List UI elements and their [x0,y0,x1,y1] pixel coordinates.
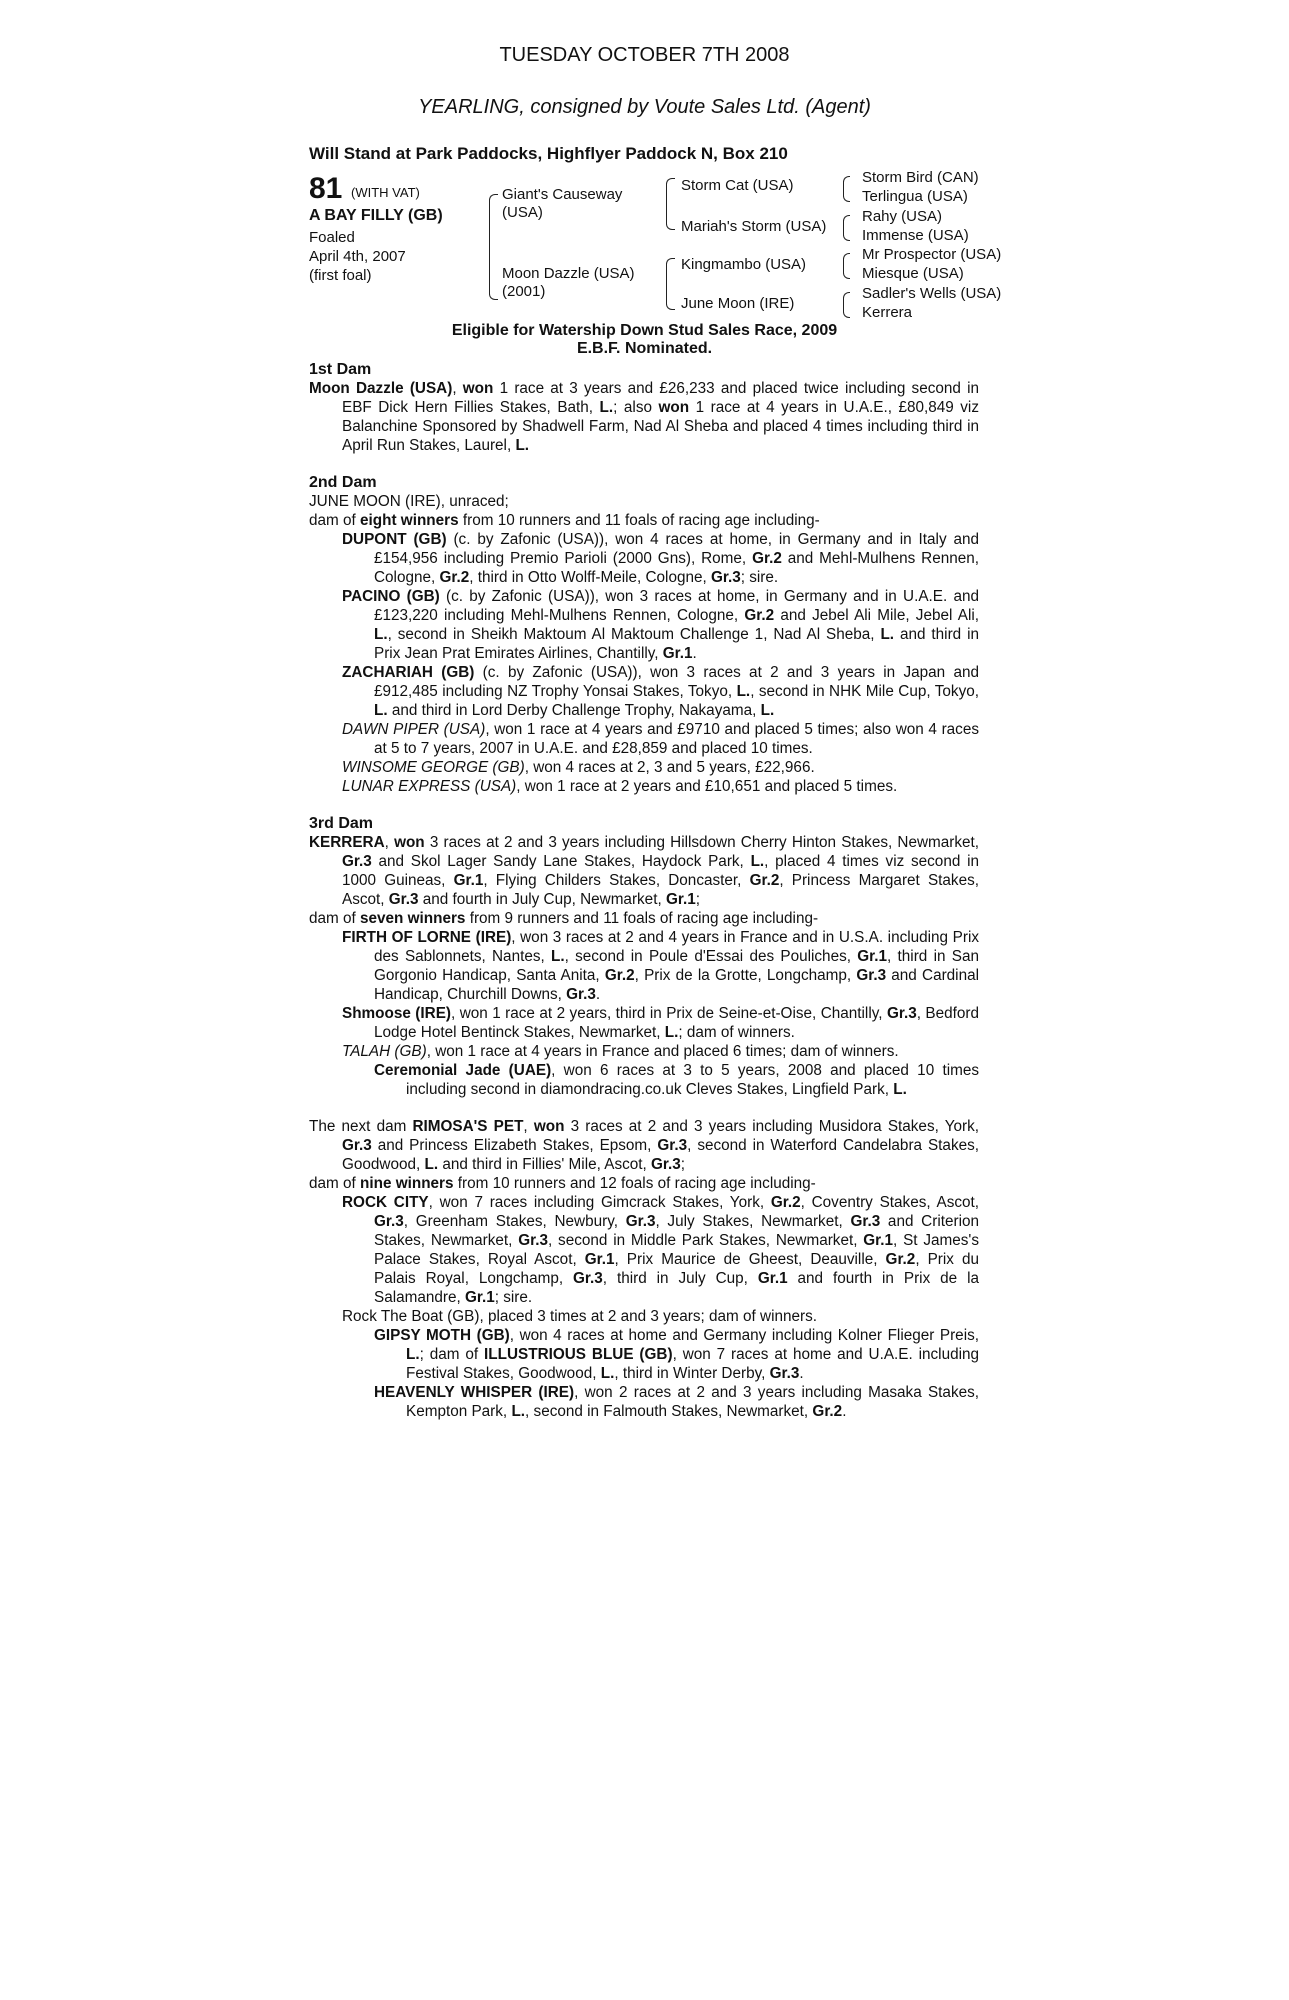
text: , won 6 races at 3 to 5 years, 2008 and placed 10 times including second in diamondracing.co.uk Cleves Stakes, Lingfield Park, [406,1062,979,1098]
pedigree-paragraph [309,777,979,796]
g3-ancestor: Storm Bird (CAN) [862,169,979,186]
bold-text: Moon Dazzle (USA) [309,380,453,397]
text: , [452,380,463,397]
pedigree-dam [502,265,635,301]
bold-text: L. [374,702,388,719]
bold-text: 1st Dam [309,361,372,378]
dam-line-text [309,360,979,1421]
text: , St James's Palace Stakes, Royal Ascot, [374,1232,979,1268]
text: , won 7 races at home and U.A.E. including Festival Stakes, Goodwood, [406,1346,979,1382]
text: and third in Prix Jean Prat Emirates Airlines, Chantilly, [374,626,979,662]
text: and Skol Lager Sandy Lane Stakes, Haydock Park, [371,853,751,870]
pedigree-paragraph [309,1042,979,1061]
bold-text: Gr.3 [374,1213,404,1230]
bold-text: Gr.1 [665,891,696,908]
pedigree-brace-g3-3 [843,253,850,279]
text: The next dam [309,1118,413,1135]
text: . [799,1365,804,1382]
text: , won 7 races including Gimcrack Stakes, York, [428,1194,771,1211]
bold-text: L. [664,1024,679,1041]
text: dam of [309,1175,361,1192]
section-heading [309,473,979,492]
bold-text: L. [511,1403,526,1420]
text: , Prix de la Grotte, Longchamp, [634,967,857,984]
text: and Princess Elizabeth Stakes, Epsom, [371,1137,658,1154]
bold-text: nine winners [360,1175,454,1192]
text: and third in Fillies' Mile, Ascot, [438,1156,652,1173]
bold-text: L. [880,626,895,643]
bold-text: won [394,834,425,851]
pedigree-sire-sire: Storm Cat (USA) [681,177,794,194]
section-spacer [309,455,979,473]
pedigree-paragraph [309,758,979,777]
bold-text: RIMOSA'S PET [412,1118,524,1135]
text: ; [680,1156,686,1173]
text: . [842,1403,847,1420]
text: , [523,1118,534,1135]
pedigree-paragraph [309,833,979,909]
text: 3 races at 2 and 3 years including Hillsdown Cherry Hinton Stakes, Newmarket, [424,834,980,851]
pedigree-sire-dam: Mariah's Storm (USA) [681,218,827,235]
pedigree-paragraph [309,1193,979,1307]
text: , third in Otto Wolff-Meile, Cologne, [469,569,711,586]
text: and fourth in July Cup, Newmarket, [418,891,666,908]
text: , Prix Maurice de Gheest, Deauville, [614,1251,886,1268]
g3-ancestor: Immense (USA) [862,226,969,244]
text: , won 1 race at 4 years and £9710 and placed 5 times; also won 4 races at 5 to 7 years, 2007 in U.A.E. and £28,859 and placed 10 times. [374,721,979,757]
text: 1 race at 3 years and £26,233 and placed twice including second in EBF Dick Hern Fillies Stakes, Bath, [342,380,979,416]
bold-text: DUPONT (GB) [342,531,447,548]
pedigree-paragraph [309,379,979,455]
bold-text: ILLUSTRIOUS BLUE (GB) [484,1346,673,1363]
text: ; [695,891,700,908]
text: , third in San Gorgonio Handicap, Santa Anita, [374,948,979,984]
text: (c. by Zafonic (USA)), won 4 races at home, in Germany and in Italy and £154,956 including Premio Parioli (2000 Gns), Rome, [374,531,979,567]
pedigree-paragraph [309,1174,979,1193]
bold-text: Gr.3 [657,1137,688,1154]
text: , second in Poule d'Essai des Pouliches, [564,948,858,965]
g3-ancestor: Sadler's Wells (USA) [862,284,1002,302]
dam-name: Moon Dazzle (USA) [502,265,635,282]
bold-text: Gr.1 [863,1232,894,1249]
bold-text: Gr.2 [744,607,775,624]
g3-ancestor: Kerrera [862,304,913,322]
bold-text: 3rd Dam [309,815,374,832]
bold-text: L. [424,1156,439,1173]
bold-text: won [462,380,494,397]
bold-text: Gr.2 [812,1403,843,1420]
text: , second in Falmouth Stakes, Newmarket, [525,1403,813,1420]
pedigree-paragraph [309,1004,979,1042]
text: from 10 runners and 12 foals of racing age including- [453,1175,816,1192]
bold-text: Shmoose (IRE) [342,1005,451,1022]
text: and Mehl-Mulhens Rennen, Cologne, [374,550,979,586]
bold-text: Gr.3 [769,1365,800,1382]
bold-text: Gr.2 [885,1251,916,1268]
bold-text: Ceremonial Jade (UAE) [374,1062,552,1079]
g3-ancestor: Terlingua (USA) [862,188,968,206]
text: , Prix du Palais Royal, Longchamp, [374,1251,980,1287]
text: , second in Waterford Candelabra Stakes, Goodwood, [342,1137,979,1173]
text: , Bedford Lodge Hotel Bentinck Stakes, Newmarket, [374,1005,979,1041]
bold-text: Gr.3 [573,1270,603,1287]
dam-year: (2001) [502,283,546,300]
text: dam of [309,512,361,529]
bold-text: eight winners [360,512,459,529]
bold-text: Gr.1 [662,645,693,662]
text: and fourth in Prix de la Salamandre, [374,1270,979,1306]
text: , third in Winter Derby, [614,1365,770,1382]
text: ; sire. [740,569,779,586]
text: , won 4 races at home and Germany including Kolner Flieger Preis, [509,1327,979,1344]
consignment-line: YEARLING, consigned by Voute Sales Ltd. (Agent) [418,96,871,118]
pedigree-paragraph [309,587,979,663]
text: ; sire. [494,1289,533,1306]
bold-text: Gr.3 [566,986,596,1003]
text: , second in Sheikh Maktoum Al Maktoum Challenge 1, Nad Al Sheba, [387,626,881,643]
bold-text: Gr.2 [749,872,780,889]
bold-text: Gr.3 [711,569,741,586]
pedigree-sire [502,186,622,222]
bold-text: HEAVENLY WHISPER (IRE) [374,1384,575,1401]
bold-text: Gr.3 [518,1232,548,1249]
pedigree-paragraph [309,720,979,758]
pedigree-paragraph [309,511,979,530]
lot-number: 81 [309,172,343,205]
bold-text: L. [551,948,565,965]
text: ; dam of [419,1346,485,1363]
g3-ancestor: Rahy (USA) [862,207,943,225]
pedigree-paragraph [309,1383,979,1421]
bold-text: Gr.3 [625,1213,656,1230]
bold-text: GIPSY MOTH (GB) [374,1327,510,1344]
sire-name: Giant's Causeway [502,186,623,203]
text: and third in Lord Derby Challenge Trophy, Nakayama, [387,702,761,719]
text: , Greenham Stakes, Newbury, [403,1213,626,1230]
text: and Jebel Ali Mile, Jebel Ali, [774,607,979,624]
g3-ancestor: Mr Prospector (USA) [862,246,1002,264]
bold-text: L. [515,437,530,454]
bold-text: won [658,399,690,416]
pedigree-paragraph [309,492,979,511]
bold-text: Gr.1 [453,872,484,889]
sale-date: TUESDAY OCTOBER 7TH 2008 [499,44,790,66]
pedigree-brace-sire [666,178,675,230]
foal-order: (first foal) [309,267,372,284]
text: , third in July Cup, [602,1270,758,1287]
text: from 10 runners and 11 foals of racing age including- [458,512,820,529]
text: and Criterion Stakes, Newmarket, [374,1213,979,1249]
pedigree-paragraph [309,1307,979,1326]
bold-text: L. [736,683,751,700]
text: , July Stakes, Newmarket, [655,1213,851,1230]
eligibility-notes [0,322,1289,358]
text: , Coventry Stakes, Ascot, [800,1194,980,1211]
italic-text: LUNAR EXPRESS (USA) [342,778,517,795]
text: (c. by Zafonic (USA)), won 3 races at home, in Germany and in U.A.E. and £123,220 including Mehl-Mulhens Rennen, Cologne, [374,588,979,624]
bold-text: L. [760,702,775,719]
g3-ancestor: Miesque (USA) [862,265,964,283]
bold-text: Gr.1 [757,1270,788,1287]
pedigree-dam-sire: Kingmambo (USA) [681,256,807,273]
text: , won 1 race at 2 years and £10,651 and placed 5 times. [516,778,898,795]
italic-text: WINSOME GEORGE (GB) [342,759,525,776]
sire-origin: (USA) [502,204,543,221]
text: ; dam of winners. [678,1024,795,1041]
bold-text: L. [599,399,614,416]
sales-race-note: Eligible for Watership Down Stud Sales Race, 2009 [451,322,838,339]
bold-text: Gr.2 [604,967,635,984]
pedigree-brace-g3-1 [843,176,850,202]
text: (c. by Zafonic (USA)), won 3 races at 2 and 3 years in Japan and £912,485 including NZ Trophy Yonsai Stakes, Tokyo, [374,664,979,700]
bold-text: ZACHARIAH (GB) [342,664,475,681]
section-heading [309,360,979,379]
bold-text: Gr.2 [770,1194,801,1211]
pedigree-brace-g3-2 [843,215,850,241]
text: dam of [309,910,361,927]
bold-text: L. [893,1081,907,1098]
pedigree-third-generation [862,168,1001,322]
section-spacer [309,796,979,814]
text: , won 1 race at 4 years in France and placed 6 times; dam of winners. [426,1043,899,1060]
text: , won 3 races at 2 and 4 years in France and in U.S.A. including Prix des Sablonnets, Nantes, [374,929,979,965]
pedigree-brace-main [489,194,498,300]
pedigree-dam-dam: June Moon (IRE) [681,295,795,312]
text: JUNE MOON (IRE), unraced; [309,493,509,510]
bold-text: L. [374,626,388,643]
pedigree-paragraph [309,1061,979,1099]
bold-text: Gr.3 [342,853,372,870]
bold-text: seven winners [360,910,466,927]
foaled-date: April 4th, 2007 [309,248,406,265]
bold-text: Gr.1 [857,948,888,965]
text: ; also [613,399,659,416]
bold-text: won [533,1118,565,1135]
stand-location: Will Stand at Park Paddocks, Highflyer Paddock N, Box 210 [309,144,788,163]
text: . [692,645,697,662]
bold-text: ROCK CITY [342,1194,429,1211]
text: , [384,834,395,851]
bold-text: Gr.1 [584,1251,615,1268]
pedigree-brace-g3-4 [843,292,850,318]
text: , won 2 races at 2 and 3 years including Masaka Stakes, Kempton Park, [406,1384,979,1420]
text: . [595,986,601,1003]
pedigree-paragraph [309,928,979,1004]
pedigree-paragraph [309,909,979,928]
text: , second in Middle Park Stakes, Newmarket, [548,1232,864,1249]
bold-text: Gr.3 [856,967,887,984]
bold-text: KERRERA [309,834,385,851]
bold-text: 2nd Dam [309,474,377,491]
foaling-info [309,228,406,285]
bold-text: Gr.3 [886,1005,917,1022]
section-heading [309,814,979,833]
ebf-note: E.B.F. Nominated. [576,340,713,357]
bold-text: Gr.1 [464,1289,495,1306]
section-spacer [309,1099,979,1117]
bold-text: PACINO (GB) [342,588,440,605]
text: , Princess Margaret Stakes, Ascot, [342,872,979,908]
pedigree-paragraph [309,1326,979,1383]
text: 1 race at 4 years in U.A.E., £80,849 viz Balanchine Sponsored by Shadwell Farm, Nad Al Sheba and placed 4 times including third in April Run Stakes, Laurel, [342,399,979,454]
text: , Flying Childers Stakes, Doncaster, [483,872,750,889]
italic-text: DAWN PIPER (USA) [342,721,486,738]
text: from 9 runners and 11 foals of racing age including- [465,910,819,927]
bold-text: Gr.3 [850,1213,881,1230]
text: , second in NHK Mile Cup, Tokyo, [750,683,979,700]
bold-text: L. [406,1346,420,1363]
pedigree-paragraph [309,663,979,720]
text: , placed 4 times viz second in 1000 Guineas, [342,853,979,889]
italic-text: TALAH (GB) [342,1043,427,1060]
bold-text: FIRTH OF LORNE (IRE) [342,929,512,946]
bold-text: Gr.3 [388,891,419,908]
bold-text: Gr.2 [439,569,470,586]
bold-text: Gr.3 [342,1137,372,1154]
text: , won 1 race at 2 years, third in Prix de Seine-et-Oise, Chantilly, [451,1005,887,1022]
bold-text: Gr.3 [651,1156,681,1173]
text: and Cardinal Handicap, Churchill Downs, [374,967,979,1003]
foaled-label: Foaled [309,229,355,246]
pedigree-paragraph [309,1117,979,1174]
text: Rock The Boat (GB), placed 3 times at 2 and 3 years; dam of winners. [342,1308,817,1325]
text: 3 races at 2 and 3 years including Musidora Stakes, York, [564,1118,980,1135]
bold-text: L. [750,853,765,870]
text: , won 4 races at 2, 3 and 5 years, £22,966. [524,759,815,776]
vat-note: (WITH VAT) [351,185,420,200]
pedigree-brace-dam [666,258,675,310]
pedigree-paragraph [309,530,979,587]
bold-text: L. [600,1365,615,1382]
bold-text: Gr.2 [752,550,782,567]
horse-name: A BAY FILLY (GB) [309,207,443,224]
